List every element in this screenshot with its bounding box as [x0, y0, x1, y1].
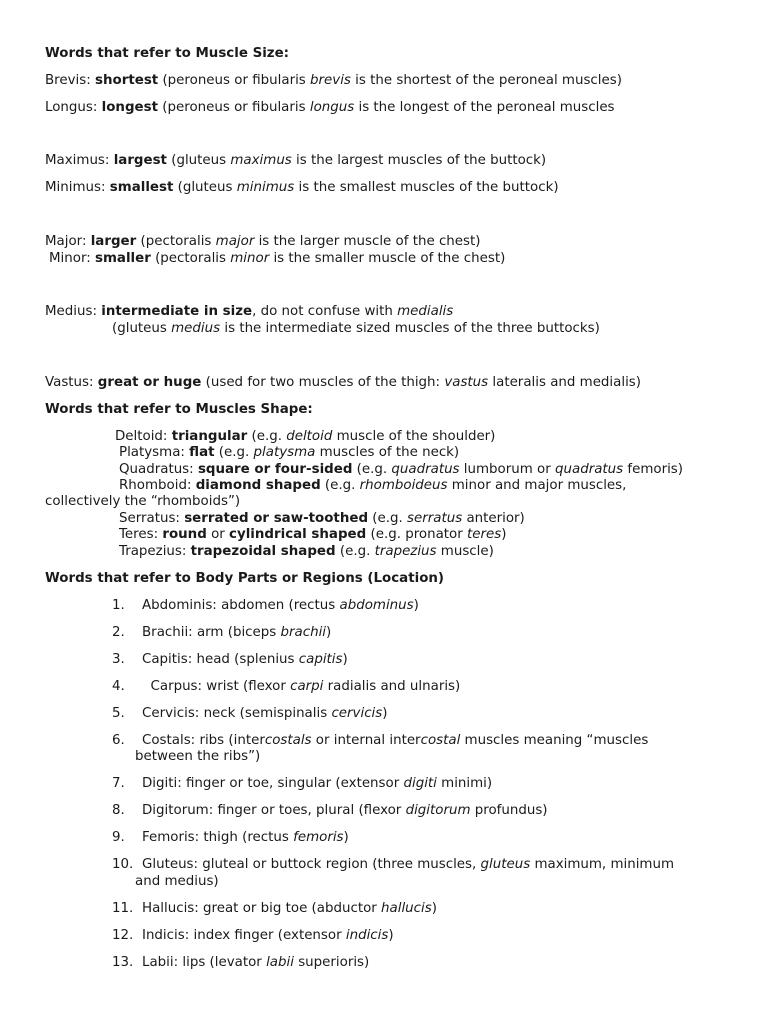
def-rhomboid-cont: collectively the “rhomboids”): [45, 494, 241, 509]
def-minimus: Minimus: smallest (gluteus minimus is the smallest muscles of the buttock): [45, 180, 559, 195]
def-serratus: Serratus: serrated or saw-toothed (e.g. serratus anterior): [119, 511, 525, 526]
list-item: 13. Labii: lips (levator labii superioris): [112, 955, 370, 970]
list-item: 4. Carpus: wrist (flexor carpi radialis and ulnaris): [112, 679, 461, 694]
list-item-continuation: between the ribs”): [135, 749, 261, 764]
def-major: Major: larger (pectoralis major is the larger muscle of the chest): [45, 234, 481, 249]
shape-heading: Words that refer to Muscles Shape:: [45, 402, 313, 417]
def-deltoid: Deltoid: triangular (e.g. deltoid muscle of the shoulder): [115, 429, 496, 444]
list-item-continuation: and medius): [135, 874, 219, 889]
def-rhomboid: Rhomboid: diamond shaped (e.g. rhomboideus minor and major muscles,: [119, 478, 627, 493]
def-brevis: Brevis: shortest (peroneus or fibularis brevis is the shortest of the peroneal muscles): [45, 73, 622, 88]
list-item: 6. Costals: ribs (intercostals or internal intercostal muscles meaning “muscles: [112, 733, 649, 748]
list-item: 5. Cervicis: neck (semispinalis cervicis): [112, 706, 388, 721]
def-teres: Teres: round or cylindrical shaped (e.g. pronator teres): [119, 527, 507, 542]
list-item: 3. Capitis: head (splenius capitis): [112, 652, 348, 667]
def-quadratus: Quadratus: square or four-sided (e.g. quadratus lumborum or quadratus femoris): [119, 462, 683, 477]
location-heading: Words that refer to Body Parts or Regions (Location): [45, 571, 445, 586]
list-item: 2. Brachii: arm (biceps brachii): [112, 625, 332, 640]
list-item: 10. Gluteus: gluteal or buttock region (three muscles, gluteus maximum, minimum: [112, 857, 674, 872]
list-item: 11. Hallucis: great or big toe (abductor hallucis): [112, 901, 437, 916]
list-item: 12. Indicis: index finger (extensor indicis): [112, 928, 394, 943]
def-trapezius: Trapezius: trapezoidal shaped (e.g. trapezius muscle): [119, 544, 494, 559]
def-maximus: Maximus: largest (gluteus maximus is the largest muscles of the buttock): [45, 153, 547, 168]
size-heading: Words that refer to Muscle Size:: [45, 46, 290, 61]
def-longus: Longus: longest (peroneus or fibularis longus is the longest of the peroneal muscles: [45, 100, 615, 115]
def-medius: Medius: intermediate in size, do not confuse with medialis: [45, 304, 454, 319]
def-minor: Minor: smaller (pectoralis minor is the smaller muscle of the chest): [49, 251, 506, 266]
def-medius-example: (gluteus medius is the intermediate sized muscles of the three buttocks): [112, 321, 600, 336]
list-item: 7. Digiti: finger or toe, singular (extensor digiti minimi): [112, 776, 493, 791]
list-item: 8. Digitorum: finger or toes, plural (flexor digitorum profundus): [112, 803, 548, 818]
def-vastus: Vastus: great or huge (used for two muscles of the thigh: vastus lateralis and medialis): [45, 375, 641, 390]
list-item: 1. Abdominis: abdomen (rectus abdominus): [112, 598, 419, 613]
list-item: 9. Femoris: thigh (rectus femoris): [112, 830, 349, 845]
def-platysma: Platysma: flat (e.g. platysma muscles of the neck): [119, 445, 460, 460]
